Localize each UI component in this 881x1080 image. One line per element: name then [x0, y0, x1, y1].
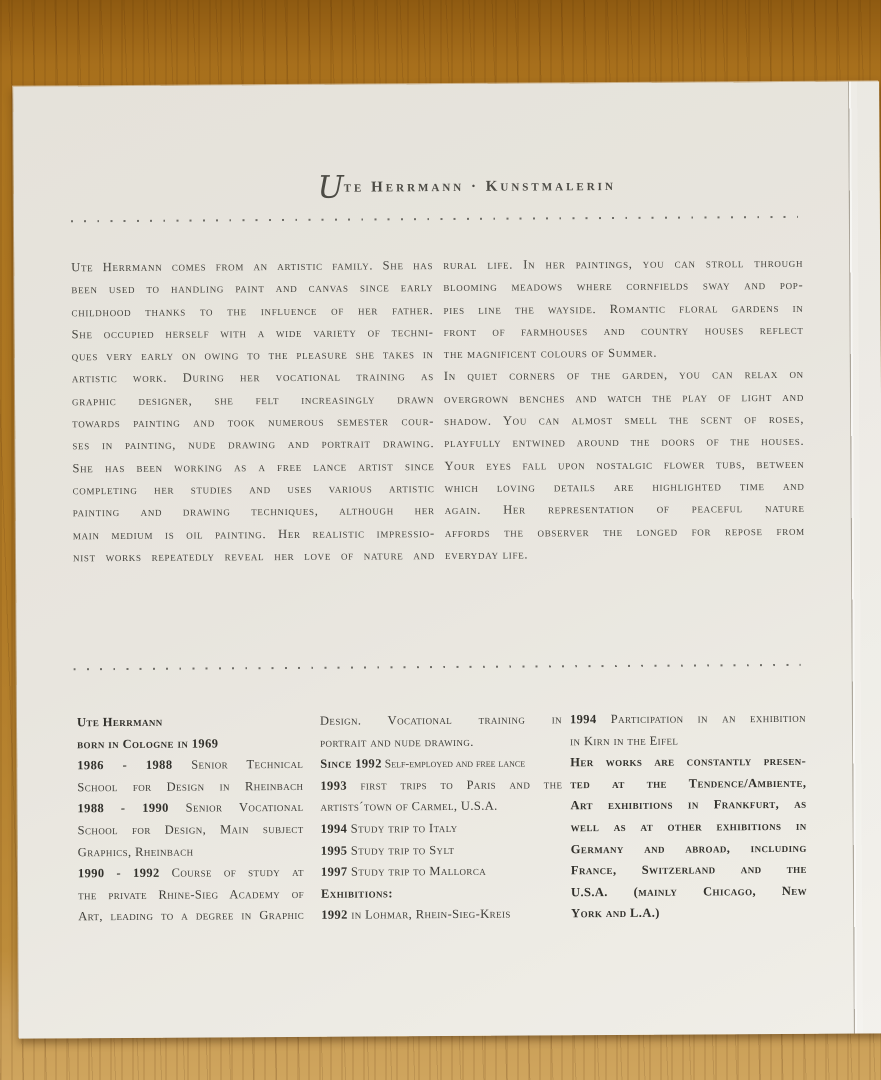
- text-line: School for Design in Rheinbach: [77, 778, 304, 795]
- text-line: born in Cologne in 1969: [77, 736, 219, 751]
- brochure-page: [13, 81, 881, 1038]
- title-initial: U: [317, 170, 344, 207]
- intro-right-column: [443, 252, 805, 566]
- dotted-divider-top: [71, 216, 798, 222]
- text-line: rural life. In her paintings, you can stroll through: [443, 255, 804, 273]
- text-line: again. Her representation of peaceful nature: [444, 501, 805, 518]
- text-line: painting and drawing techniques, although her: [72, 503, 435, 520]
- cv-section: [77, 708, 807, 928]
- text-line: affords the observer the longed for repose from: [444, 523, 805, 540]
- cv-column-2: [320, 709, 563, 926]
- text-line: 1988 - 1990 Senior Vocational: [77, 800, 304, 816]
- text-line: artistic work. During her vocational training as: [71, 369, 434, 386]
- intro-left-column: [71, 254, 435, 568]
- page-fold-edge: [848, 81, 881, 1033]
- text-line: front of farmhouses and country houses reflect: [443, 322, 804, 339]
- text-line: In quiet corners of the garden, you can relax on: [443, 367, 804, 384]
- text-line: in Kirn in the Eifel: [570, 733, 679, 748]
- text-line: the private Rhine-Sieg Academy of: [77, 886, 305, 903]
- dotted-divider-bottom: [74, 664, 801, 670]
- text-line: main medium is oil painting. Her realistic impressio-: [72, 525, 435, 542]
- text-line: childhood thanks to the influence of her father.: [71, 302, 434, 319]
- text-line: portrait and nude drawing.: [320, 734, 474, 750]
- text-line: School for Design, Main subject: [77, 821, 304, 838]
- text-line: Graphics, Rheinbach: [77, 844, 194, 859]
- text-line: Art exhibitions in Frankfurt, as: [570, 797, 807, 813]
- text-line: Art, leading to a degree in Graphic: [78, 908, 305, 924]
- text-line: 1993 first trips to Paris and the: [320, 777, 563, 793]
- text-line: ted at the Tendence/Ambiente,: [570, 775, 807, 792]
- text-line: 1990 - 1992 Course of study at: [77, 865, 304, 881]
- text-line: Your eyes fall upon nostalgic flower tubs, between: [444, 456, 805, 473]
- text-line: the magnificent colours of Summer.: [443, 345, 658, 362]
- text-line: Design. Vocational training in: [319, 712, 563, 728]
- title-text: te Herrmann · Kunstmalerin: [343, 178, 616, 197]
- text-line: Ute Herrmann: [76, 714, 163, 730]
- text-line: 1995 Study trip to Sylt: [320, 842, 455, 858]
- text-line: Her works are constantly presen-: [570, 754, 807, 770]
- text-line: She occupied herself with a wide variety of techni-: [71, 324, 434, 342]
- text-line: ques very early on owing to the pleasure she takes in: [71, 347, 434, 364]
- cv-column-1: [77, 711, 304, 928]
- text-line: 1997 Study trip to Mallorca: [320, 863, 487, 879]
- text-line: 1994 Study trip to Italy: [320, 820, 458, 836]
- text-line: been used to handling paint and canvas since early: [71, 280, 434, 297]
- text-line: She has been working as a free lance artist since: [72, 458, 435, 475]
- text-line: York and L.A.): [571, 906, 660, 921]
- text-line: Germany and abroad, including: [570, 840, 807, 856]
- text-line: Exhibitions:: [320, 886, 393, 901]
- text-line: pies line the wayside. Romantic floral gardens in: [443, 300, 804, 317]
- text-line: Since 1992 Self-employed and free lance: [320, 756, 526, 771]
- text-line: graphic designer, she felt increasingly drawn: [71, 391, 435, 409]
- text-line: nist works repeatedly reveal her love of nature and: [72, 547, 436, 565]
- text-line: 1992 in Lohmar, Rhein-Sieg-Kreis: [321, 906, 511, 923]
- text-line: U.S.A. (mainly Chicago, New: [570, 883, 808, 900]
- text-line: artists´town of Carmel, U.S.A.: [320, 799, 498, 815]
- text-line: ses in painting, nude drawing and portrait drawing.: [72, 436, 435, 453]
- text-line: well as at other exhibitions in: [570, 818, 807, 835]
- text-line: everyday life.: [444, 547, 529, 562]
- intro-section: [71, 252, 805, 569]
- text-line: 1986 - 1988 Senior Technical: [77, 757, 304, 773]
- text-line: blooming meadows where cornfields sway and pop-: [443, 278, 804, 295]
- cv-column-3: [570, 708, 807, 925]
- text-line: shadow. You can almost smell the scent of roses,: [444, 411, 805, 429]
- page-title: [34, 163, 881, 208]
- text-line: overgrown benches and watch the play of light and: [443, 389, 805, 406]
- text-line: which loving details are highlighted time and: [444, 478, 805, 495]
- text-line: 1994 Participation in an exhibition: [569, 710, 807, 727]
- text-line: towards painting and took numerous semester cour-: [72, 414, 435, 431]
- text-line: playfully entwined around the doors of the houses.: [444, 434, 805, 451]
- text-line: completing her studies and uses various artistic: [72, 481, 435, 498]
- text-line: Ute Herrmann comes from an artistic family. She has: [71, 258, 434, 275]
- text-line: France, Switzerland and the: [570, 861, 807, 878]
